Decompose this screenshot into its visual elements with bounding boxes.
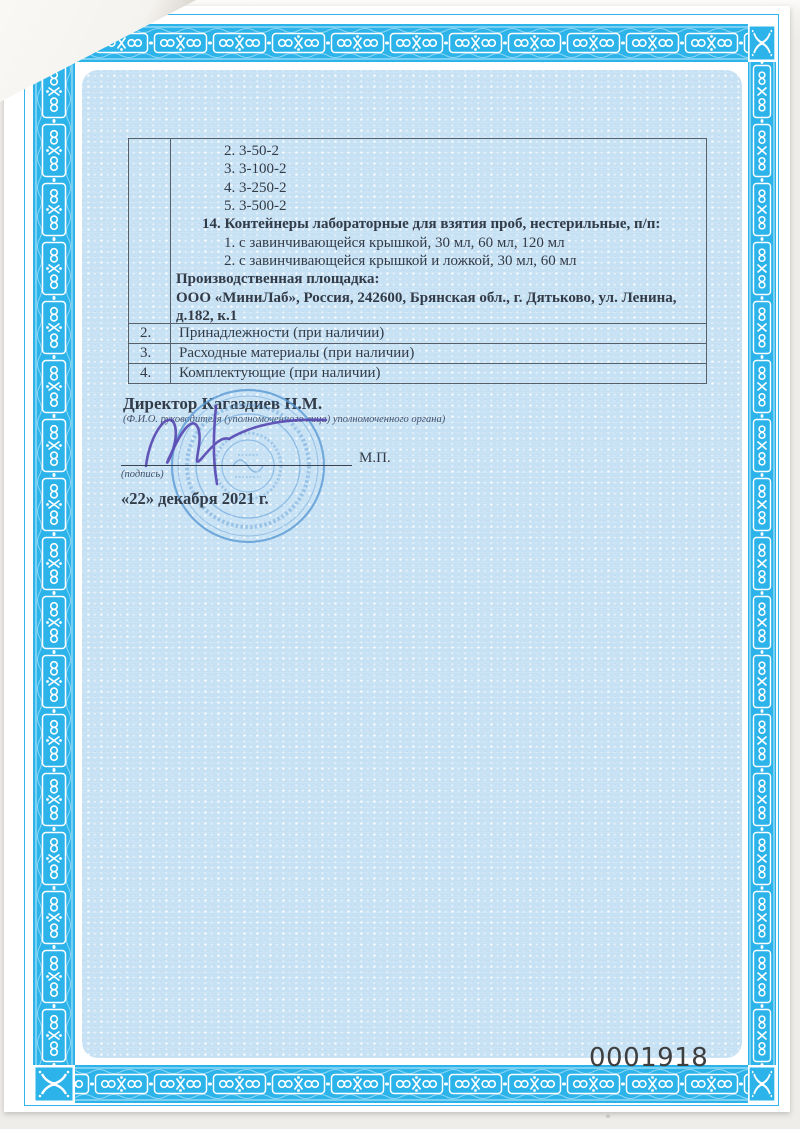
signature-line	[121, 465, 352, 466]
item-14-variant: 1. с завинчивающейся крышкой, 30 мл, 60 мл, 120 мл	[224, 234, 565, 251]
row-label: Расходные материалы (при наличии)	[179, 345, 415, 361]
table-row	[129, 343, 706, 363]
size-item: 2. 3-50-2	[224, 143, 279, 159]
director-name-line: Директор Кагаздиев Н.М.	[123, 394, 323, 413]
table-row	[129, 323, 706, 343]
table-cell-number	[129, 139, 171, 323]
director-caption: (Ф.И.О. руководителя (уполномоченного лица) уполномоченного органа)	[123, 414, 446, 425]
serial-number: 0001918	[589, 1043, 709, 1073]
size-item: 3. 3-100-2	[224, 161, 287, 178]
signature-caption: (подпись)	[121, 469, 164, 480]
table-cell-content	[171, 139, 706, 323]
scan-artifact-dot	[606, 1114, 610, 1118]
table-row-main	[129, 139, 706, 323]
row-number: 3.	[129, 344, 171, 363]
items-table	[128, 138, 707, 384]
date-line: «22» декабря 2021 г.	[121, 489, 269, 508]
table-row	[129, 363, 706, 383]
production-site-address: д.182, к.1	[176, 308, 238, 323]
size-item: 5. 3-500-2	[224, 198, 287, 215]
row-label: Принадлежности (при наличии)	[179, 325, 385, 341]
item-14-variant: 2. с завинчивающейся крышкой и ложкой, 30 мл, 60 мл	[224, 253, 577, 270]
certificate-page	[4, 6, 790, 1112]
handwritten-signature	[130, 394, 360, 494]
document-content	[4, 6, 790, 1112]
stamp-abbr: М.П.	[359, 450, 391, 466]
row-label: Комплектующие (при наличии)	[179, 365, 381, 381]
size-item: 4. 3-250-2	[224, 179, 287, 196]
row-number: 2.	[129, 324, 171, 343]
production-site-address: ООО «МиниЛаб», Россия, 242600, Брянская обл., г. Дятьково, ул. Ленина,	[176, 289, 677, 306]
production-site-heading: Производственная площадка:	[176, 271, 380, 288]
row-number: 4.	[129, 364, 171, 383]
item-14-title: 14. Контейнеры лабораторные для взятия проб, нестерильные, п/п:	[202, 216, 661, 233]
